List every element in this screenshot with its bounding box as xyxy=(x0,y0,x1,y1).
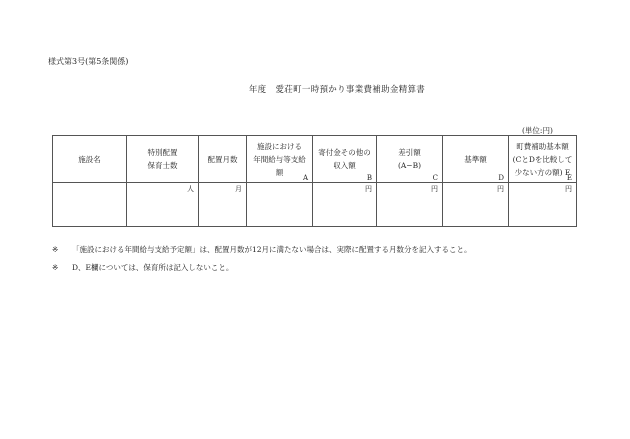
table-header-row xyxy=(53,136,577,183)
header-line: 差引額 xyxy=(398,148,421,157)
header-donation-income xyxy=(313,136,377,183)
column-letter-tag: B xyxy=(366,174,372,182)
cell-facility-name xyxy=(53,183,127,227)
form-number-label: 様式第3号(第5条関係) xyxy=(48,57,129,66)
unit-label: (単位:円) xyxy=(522,126,553,135)
unit-mark: 円 xyxy=(497,185,504,193)
cell-donation-income xyxy=(313,183,377,227)
title-main: 愛荘町一時預かり事業費補助金精算書 xyxy=(275,85,426,95)
header-standard-amount xyxy=(443,136,509,183)
settlement-table xyxy=(52,135,577,227)
header-line: 施設名 xyxy=(78,154,101,164)
header-line: 寄付金その他の xyxy=(318,148,371,157)
header-placement-months xyxy=(199,136,247,183)
note-mark: ※ xyxy=(52,245,59,254)
cell-annual-salary xyxy=(247,183,313,227)
header-line: 町費補助基本額 xyxy=(516,141,569,151)
cell-standard-amount xyxy=(443,183,509,227)
header-line: 額 xyxy=(275,167,284,177)
header-line: 年間給与等支給 xyxy=(253,154,306,164)
unit-mark: 月 xyxy=(235,185,242,193)
cell-placement-months xyxy=(199,183,247,227)
header-facility-name xyxy=(53,136,127,183)
column-letter-tag: C xyxy=(432,174,438,182)
header-line: 基準額 xyxy=(464,154,487,164)
unit-mark: 人 xyxy=(187,185,194,193)
note-text: D、E欄については、保育所は記入しないこと。 xyxy=(72,263,234,272)
header-line: (CとDを比較して xyxy=(512,154,573,164)
header-line: 保育士数 xyxy=(147,161,178,170)
column-letter-tag: D xyxy=(498,174,504,182)
header-line: 特別配置 xyxy=(147,148,178,157)
cell-difference xyxy=(377,183,443,227)
note-2 xyxy=(52,262,233,273)
column-letter-tag: A xyxy=(302,174,308,182)
unit-mark: 円 xyxy=(365,185,372,193)
document-title xyxy=(0,83,630,95)
cell-base-subsidy xyxy=(509,183,577,227)
note-1 xyxy=(52,244,472,255)
header-line: (A−B) xyxy=(397,161,422,170)
header-difference-amount xyxy=(377,136,443,183)
column-letter-tag: E xyxy=(566,174,572,182)
header-line: 収入額 xyxy=(333,161,356,170)
unit-mark: 円 xyxy=(565,185,572,193)
header-line: 少ない方の額) E xyxy=(514,167,571,177)
header-base-subsidy-amount xyxy=(509,136,577,183)
header-annual-salary-amount xyxy=(247,136,313,183)
note-mark: ※ xyxy=(52,263,59,272)
cell-staff-count xyxy=(127,183,199,227)
header-line: 施設における xyxy=(257,141,302,151)
table-row xyxy=(53,183,577,227)
title-year-prefix: 年度 xyxy=(248,85,267,95)
header-line: 配置月数 xyxy=(207,154,238,164)
note-text: 「施設における年間給与支給予定額」は、配置月数が12月に満たない場合は、実際に配置する月数分を記入すること。 xyxy=(72,245,472,254)
unit-mark: 円 xyxy=(431,185,438,193)
header-special-staff-count xyxy=(127,136,199,183)
